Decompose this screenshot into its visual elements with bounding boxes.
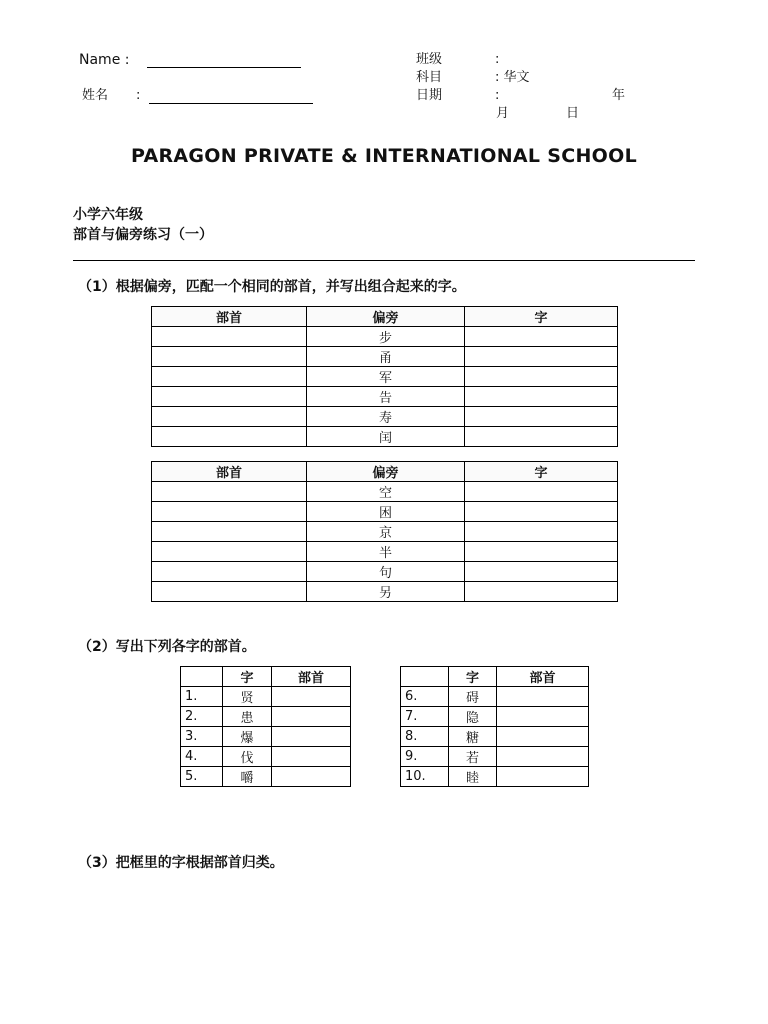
date-month: 月 — [496, 106, 510, 121]
table-row — [401, 687, 589, 707]
subject-value: : 华文 — [495, 70, 530, 85]
class-colon: : — [495, 52, 500, 67]
radical-answer-cell[interactable] — [152, 407, 307, 427]
radical-answer-cell[interactable] — [272, 747, 351, 767]
character-answer-cell[interactable] — [465, 327, 618, 347]
header-number — [181, 667, 223, 687]
character-answer-cell[interactable] — [465, 562, 618, 582]
radical-answer-cell[interactable] — [152, 502, 307, 522]
radical-answer-cell[interactable] — [272, 707, 351, 727]
item-number: 3. — [181, 727, 223, 747]
component-cell: 告 — [307, 387, 465, 407]
item-character: 若 — [449, 747, 497, 767]
table-row — [152, 482, 618, 502]
component-cell: 空 — [307, 482, 465, 502]
date-colon: : — [495, 88, 500, 103]
component-cell: 半 — [307, 542, 465, 562]
item-number: 2. — [181, 707, 223, 727]
item-number: 10. — [401, 767, 449, 787]
radical-answer-cell[interactable] — [497, 707, 589, 727]
table-row — [401, 767, 589, 787]
item-character: 患 — [223, 707, 272, 727]
header-component: 偏旁 — [307, 462, 465, 482]
table-row — [152, 407, 618, 427]
table-row — [181, 747, 351, 767]
xingming-label: 姓名 — [82, 88, 109, 103]
worksheet-title: 部首与偏旁练习（一） — [73, 227, 213, 243]
component-cell: 甬 — [307, 347, 465, 367]
radical-table-2 — [151, 461, 618, 602]
component-cell: 闰 — [307, 427, 465, 447]
name-field[interactable] — [147, 67, 301, 68]
radical-id-table-left — [180, 666, 351, 787]
radical-answer-cell[interactable] — [152, 482, 307, 502]
header-number — [401, 667, 449, 687]
table-row — [152, 522, 618, 542]
table-row — [181, 687, 351, 707]
radical-answer-cell[interactable] — [272, 727, 351, 747]
school-title: PARAGON PRIVATE & INTERNATIONAL SCHOOL — [130, 145, 637, 167]
table-row — [152, 347, 618, 367]
xingming-field[interactable] — [149, 103, 313, 104]
divider — [73, 260, 695, 261]
q3-prompt: （3）把框里的字根据部首归类。 — [78, 855, 284, 871]
character-answer-cell[interactable] — [465, 522, 618, 542]
radical-answer-cell[interactable] — [152, 542, 307, 562]
radical-answer-cell[interactable] — [497, 767, 589, 787]
component-cell: 困 — [307, 502, 465, 522]
header-character: 字 — [465, 462, 618, 482]
header-radical: 部首 — [152, 307, 307, 327]
item-character: 嚼 — [223, 767, 272, 787]
item-character: 糖 — [449, 727, 497, 747]
character-answer-cell[interactable] — [465, 582, 618, 602]
component-cell: 京 — [307, 522, 465, 542]
table-row — [152, 582, 618, 602]
radical-answer-cell[interactable] — [152, 427, 307, 447]
header-character: 字 — [223, 667, 272, 687]
character-answer-cell[interactable] — [465, 542, 618, 562]
grade-label: 小学六年级 — [73, 207, 143, 223]
item-number: 4. — [181, 747, 223, 767]
radical-answer-cell[interactable] — [272, 687, 351, 707]
item-number: 9. — [401, 747, 449, 767]
radical-answer-cell[interactable] — [152, 327, 307, 347]
item-character: 贤 — [223, 687, 272, 707]
table-row — [181, 707, 351, 727]
item-number: 7. — [401, 707, 449, 727]
item-character: 碍 — [449, 687, 497, 707]
header-radical: 部首 — [152, 462, 307, 482]
component-cell: 步 — [307, 327, 465, 347]
table-row — [181, 727, 351, 747]
component-cell: 句 — [307, 562, 465, 582]
radical-answer-cell[interactable] — [152, 347, 307, 367]
character-answer-cell[interactable] — [465, 387, 618, 407]
component-cell: 军 — [307, 367, 465, 387]
header-component: 偏旁 — [307, 307, 465, 327]
radical-id-table-right — [400, 666, 589, 787]
table-row — [152, 562, 618, 582]
table-row — [152, 542, 618, 562]
radical-answer-cell[interactable] — [152, 582, 307, 602]
radical-answer-cell[interactable] — [152, 387, 307, 407]
character-answer-cell[interactable] — [465, 407, 618, 427]
item-number: 6. — [401, 687, 449, 707]
header-character: 字 — [449, 667, 497, 687]
header-radical: 部首 — [272, 667, 351, 687]
table-row — [152, 387, 618, 407]
character-answer-cell[interactable] — [465, 482, 618, 502]
character-answer-cell[interactable] — [465, 367, 618, 387]
name-label: Name : — [79, 52, 130, 68]
component-cell: 寿 — [307, 407, 465, 427]
item-character: 爆 — [223, 727, 272, 747]
radical-answer-cell[interactable] — [497, 747, 589, 767]
date-label: 日期 — [416, 88, 443, 103]
date-year: 年 — [612, 88, 626, 103]
table-row — [152, 367, 618, 387]
radical-answer-cell[interactable] — [497, 687, 589, 707]
header-radical: 部首 — [497, 667, 589, 687]
q2-prompt: （2）写出下列各字的部首。 — [78, 639, 256, 655]
table-row — [401, 707, 589, 727]
radical-answer-cell[interactable] — [152, 522, 307, 542]
character-answer-cell[interactable] — [465, 427, 618, 447]
table-row — [152, 327, 618, 347]
date-day: 日 — [566, 106, 580, 121]
item-number: 5. — [181, 767, 223, 787]
q1-prompt: （1）根据偏旁，匹配一个相同的部首，并写出组合起来的字。 — [78, 279, 466, 295]
table-row — [401, 727, 589, 747]
character-answer-cell[interactable] — [465, 502, 618, 522]
subject-label: 科目 — [416, 70, 443, 85]
radical-answer-cell[interactable] — [152, 562, 307, 582]
radical-answer-cell[interactable] — [152, 367, 307, 387]
character-answer-cell[interactable] — [465, 347, 618, 367]
component-cell: 另 — [307, 582, 465, 602]
table-row — [401, 747, 589, 767]
table-row — [152, 502, 618, 522]
table-row — [152, 427, 618, 447]
table-row — [181, 767, 351, 787]
item-character: 隐 — [449, 707, 497, 727]
header-character: 字 — [465, 307, 618, 327]
class-label: 班级 — [416, 52, 443, 67]
radical-answer-cell[interactable] — [272, 767, 351, 787]
radical-answer-cell[interactable] — [497, 727, 589, 747]
item-character: 伐 — [223, 747, 272, 767]
xingming-colon: : — [136, 88, 141, 103]
item-character: 睦 — [449, 767, 497, 787]
item-number: 8. — [401, 727, 449, 747]
item-number: 1. — [181, 687, 223, 707]
radical-table-1 — [151, 306, 618, 447]
